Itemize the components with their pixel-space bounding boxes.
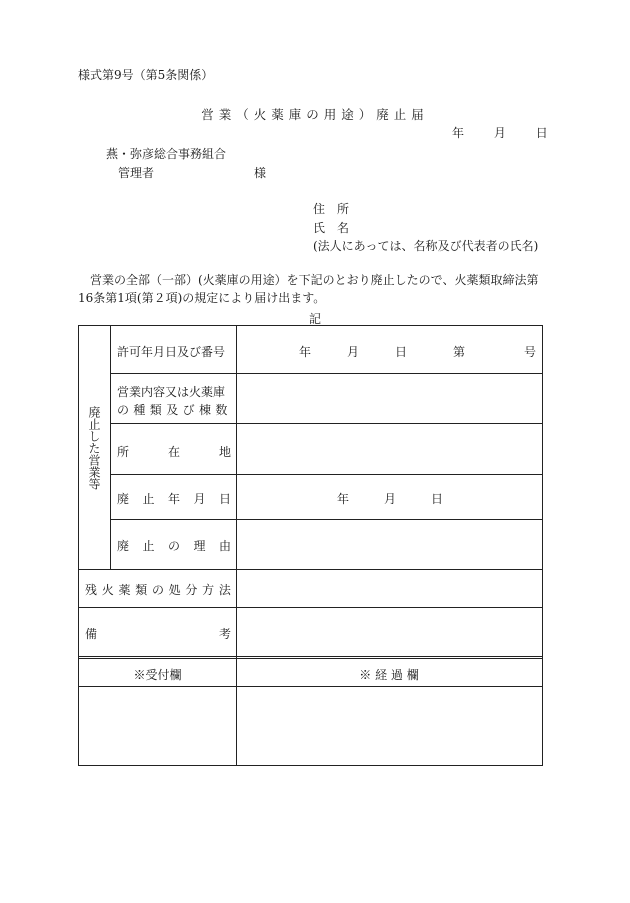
abolition-year-label: 年 bbox=[337, 492, 350, 506]
addressee-position: 管理者 bbox=[118, 166, 155, 180]
addressee-organization: 燕・弥彦総合事務組合 bbox=[106, 147, 227, 161]
permit-month-label: 月 bbox=[347, 345, 360, 359]
rule bbox=[110, 423, 543, 424]
rule bbox=[110, 326, 111, 569]
applicant-corporate-note: (法人にあっては、名称及び代表者の氏名) bbox=[313, 239, 539, 253]
permit-number-suffix: 号 bbox=[524, 345, 537, 359]
remarks-label: 備 考 bbox=[85, 627, 231, 641]
permit-year-label: 年 bbox=[299, 345, 312, 359]
abolition-date-label: 廃 止 年 月 日 bbox=[117, 492, 231, 506]
rule bbox=[79, 607, 542, 608]
rule bbox=[79, 658, 542, 659]
rule bbox=[236, 326, 237, 765]
remaining-explosives-disposal-label bbox=[85, 581, 231, 598]
progress-column-header: ※ 経 過 欄 bbox=[359, 668, 419, 682]
month-label: 月 bbox=[493, 126, 506, 140]
business-content-label-line2: の種類及び棟数 bbox=[117, 403, 232, 417]
notification-table bbox=[78, 325, 543, 766]
statement-text bbox=[78, 271, 548, 307]
disposal-label-char: 方 bbox=[202, 583, 215, 597]
form-title: 営業（火薬庫の用途）廃止届 bbox=[201, 107, 429, 122]
permit-date-number-label: 許可年月日及び番号 bbox=[117, 345, 226, 359]
rule bbox=[110, 519, 543, 520]
permit-day-label: 日 bbox=[395, 345, 408, 359]
rule bbox=[79, 569, 542, 570]
rule bbox=[79, 656, 542, 657]
disposal-label-char: の bbox=[151, 583, 164, 597]
applicant-name-label: 氏 名 bbox=[313, 221, 350, 235]
abolished-business-label: 廃止した営業等 bbox=[87, 405, 101, 490]
submission-date bbox=[452, 124, 548, 141]
disposal-label-char: 分 bbox=[185, 583, 198, 597]
addressee-line bbox=[118, 164, 267, 181]
year-label: 年 bbox=[452, 126, 465, 140]
rule bbox=[110, 474, 543, 475]
business-content-label-line1: 営業内容又は火薬庫 bbox=[117, 385, 226, 399]
abolition-day-label: 日 bbox=[431, 492, 444, 506]
disposal-label-char: 残 bbox=[85, 583, 98, 597]
disposal-label-char: 火 bbox=[101, 583, 114, 597]
statement-body: 営業の全部（一部）(火薬庫の用途）を下記のとおり廃止したので、火薬類取締法第16条第1項(第２項)の規定により届け出ます。 bbox=[78, 273, 539, 305]
rule bbox=[79, 686, 542, 687]
location-label: 所 在 地 bbox=[117, 445, 231, 459]
day-label: 日 bbox=[535, 126, 548, 140]
disposal-label-char: 薬 bbox=[118, 583, 131, 597]
form-number: 様式第9号（第5条関係） bbox=[78, 68, 214, 82]
abolition-month-label: 月 bbox=[384, 492, 397, 506]
ki-heading: 記 bbox=[308, 312, 321, 326]
permit-number-prefix: 第 bbox=[453, 345, 466, 359]
disposal-label-char: 処 bbox=[168, 583, 181, 597]
abolition-reason-label: 廃 止 の 理 由 bbox=[117, 539, 231, 553]
rule bbox=[110, 373, 543, 374]
addressee-honorific: 様 bbox=[254, 166, 267, 180]
disposal-label-char: 法 bbox=[218, 583, 231, 597]
applicant-address-label: 住 所 bbox=[313, 202, 350, 216]
disposal-label-char: 類 bbox=[135, 583, 148, 597]
reception-column-header: ※受付欄 bbox=[133, 668, 182, 682]
